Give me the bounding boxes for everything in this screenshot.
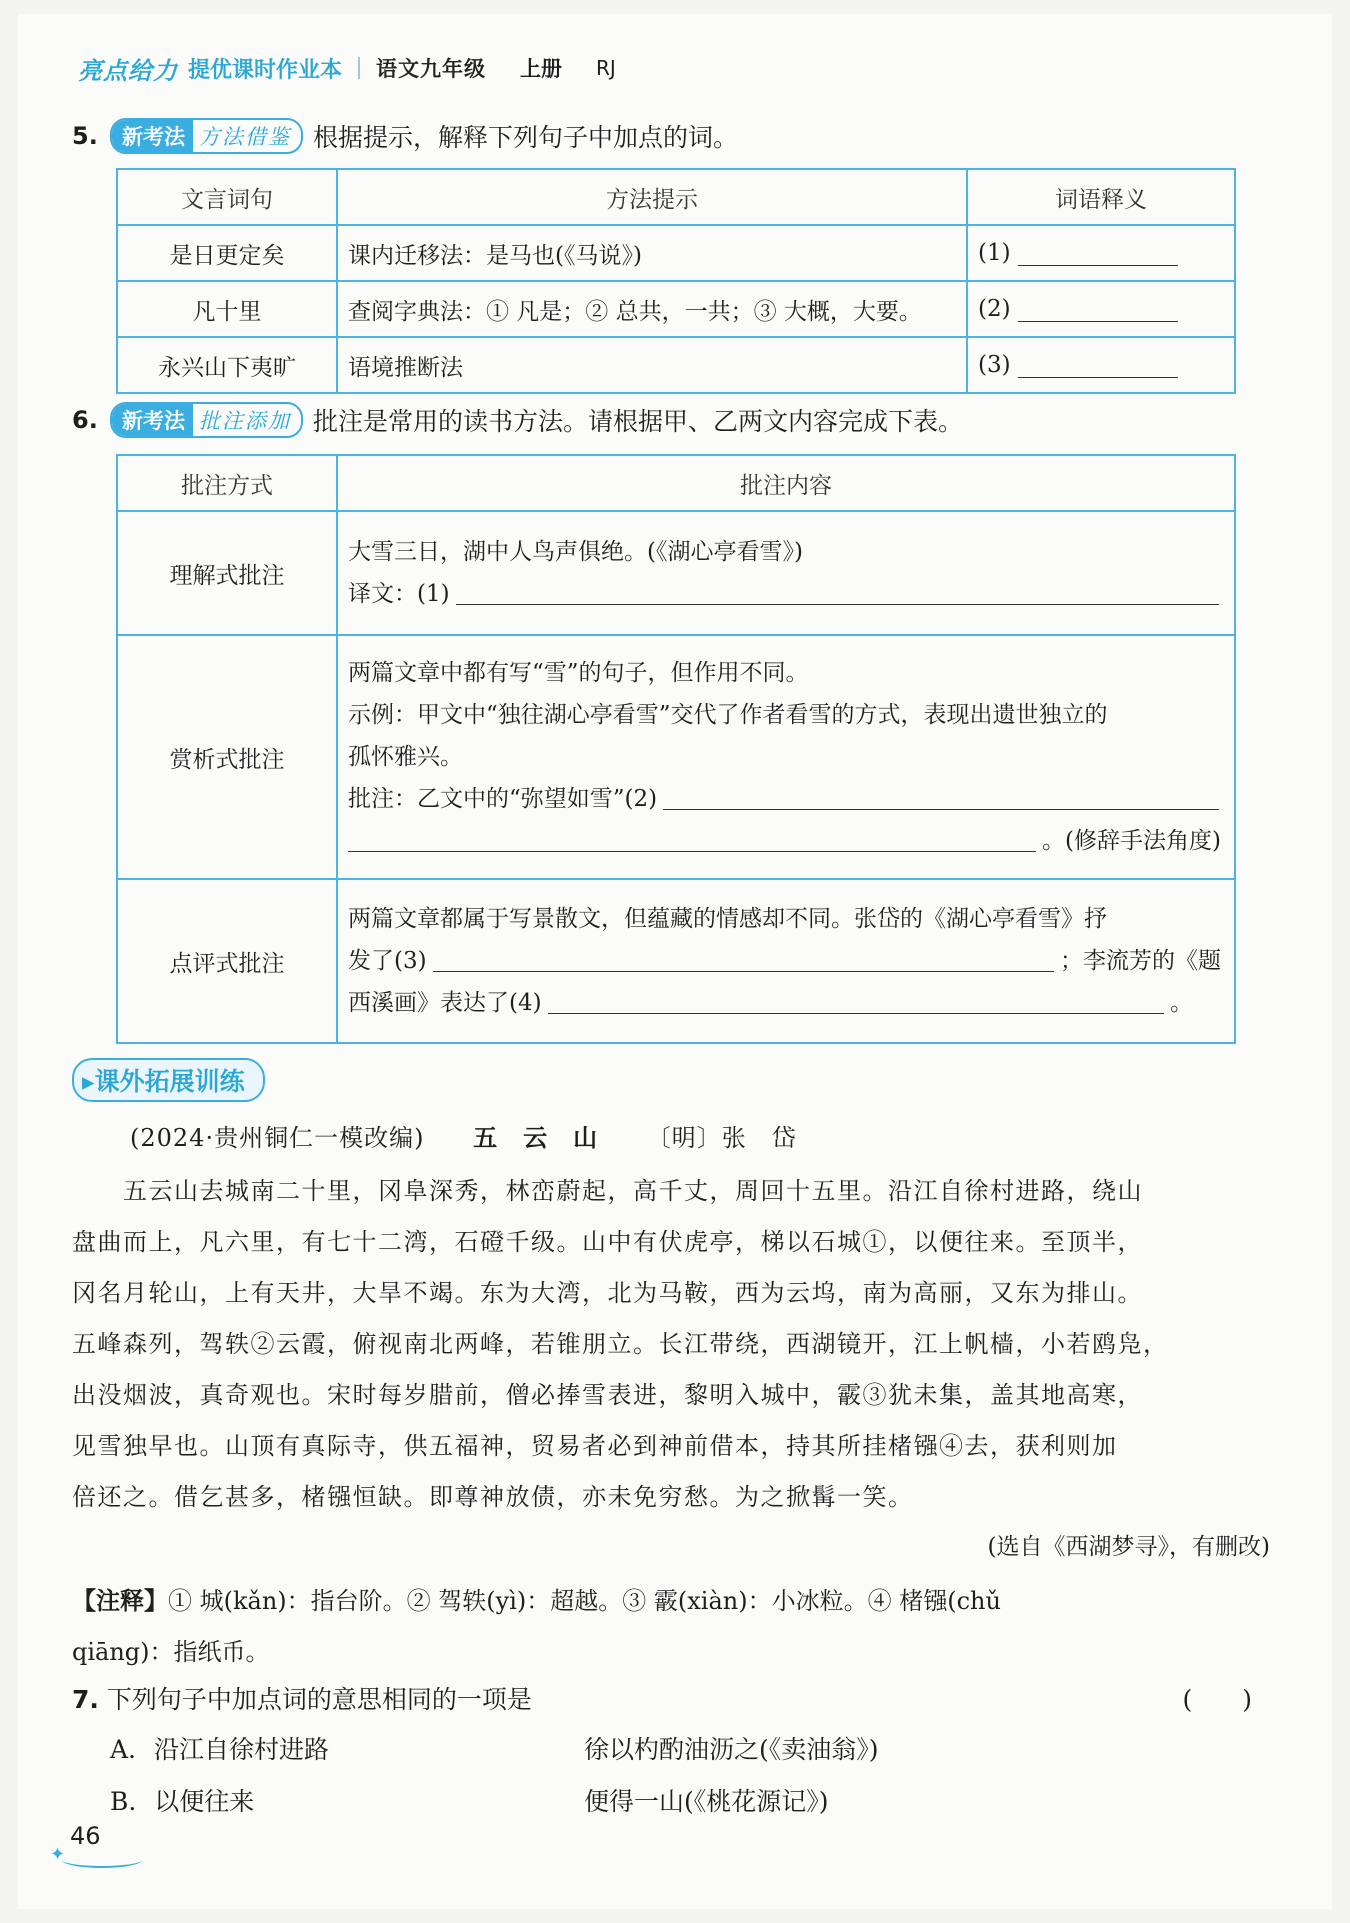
content-line: 两篇文章中都有写“雪”的句子，但作用不同。 (348, 660, 809, 686)
notes-line: ① 城(kǎn)：指台阶。② 驾轶(yì)：超越。③ 霰(xiàn)：小冰粒。④ 楮镪(chǔ (168, 1587, 1001, 1615)
q7-number: 7. (72, 1685, 99, 1714)
page-number: 46 (70, 1822, 101, 1850)
content-line: 孤怀雅兴。 (348, 744, 463, 770)
answer-blank[interactable] (348, 829, 1036, 852)
content-line: ；李流芳的《题 (1060, 948, 1221, 974)
series-title: 提优课时作业本 (188, 57, 343, 83)
q6-number: 6. (72, 406, 98, 434)
table-row (117, 879, 1235, 1043)
page-header (78, 50, 616, 86)
content-line: 示例：甲文中“独往湖心亭看雪”交代了作者看雪的方式，表现出遗世独立的 (348, 702, 1108, 728)
option-left-text: 以便往来 (154, 1787, 255, 1816)
passage-line: 冈名月轮山，上有天井，大旱不竭。东为大湾，北为马鞍，西为云坞，南为高丽，又东为排山。 (72, 1279, 1143, 1307)
answer-blank[interactable] (1018, 355, 1178, 378)
option-left-text: 沿江自徐村进路 (153, 1735, 329, 1764)
q5-instruction: 根据提示，解释下列句子中加点的词。 (313, 123, 739, 152)
q7-option-b-compare: 便得一山(《桃花源记》) (584, 1787, 829, 1816)
q5-hint-1: 课内迁移法：是马也(《马说》) (337, 225, 967, 281)
passage-line: 倍还之。借乞甚多，楮镪恒缺。即尊神放债，亦未免穷愁。为之掀髯一笑。 (72, 1483, 914, 1511)
volume-label: 上册 (520, 57, 563, 81)
notes-line: qiāng)：指纸币。 (72, 1638, 270, 1666)
answer-label: (3) (978, 352, 1011, 378)
q6-type-3: 点评式批注 (117, 879, 337, 1043)
q7-question: 下列句子中加点词的意思相同的一项是 (106, 1685, 532, 1714)
q5-phrase-3: 永兴山下夷旷 (117, 337, 337, 393)
q5-col-hint: 方法提示 (337, 169, 967, 225)
q5-phrase-1: 是日更定矣 (117, 225, 337, 281)
q5-tag-secondary: 方法借鉴 (199, 125, 291, 149)
q6-type-1: 理解式批注 (117, 511, 337, 635)
passage-body (72, 1166, 1252, 1523)
q5-col-phrase: 文言词句 (117, 169, 337, 225)
table-row (117, 635, 1235, 879)
q7-block (72, 1680, 1252, 1720)
sparkle-icon: ✦ (50, 1844, 66, 1865)
passage-line: 盘曲而上，凡六里，有七十二湾，石磴千级。山中有伏虎亭，梯以石城①，以便往来。至顶半， (72, 1228, 1143, 1256)
q7-answer-paren[interactable]: ( ) (1182, 1685, 1252, 1714)
header-divider (358, 57, 360, 79)
notes-label: 【注释】 (72, 1587, 168, 1615)
passage-line: 五云山去城南二十里，冈阜深秀，林峦蔚起，高千丈，周回十五里。沿江自徐村进路，绕山 (72, 1177, 1143, 1205)
answer-label: (1) (978, 240, 1011, 266)
q5-tag-primary: 新考法 (112, 120, 193, 152)
answer-blank[interactable] (456, 582, 1219, 605)
q7-option-a[interactable] (110, 1730, 329, 1766)
passage-title: 五 云 山 (473, 1124, 599, 1152)
content-line: 西溪画》表达了(4) (348, 990, 542, 1016)
q7-option-b[interactable] (110, 1782, 254, 1818)
passage-source: (2024·贵州铜仁一模改编) (130, 1124, 425, 1152)
q6-heading (72, 402, 963, 438)
extension-section-header (72, 1060, 265, 1100)
answer-label: (2) (978, 296, 1011, 322)
content-line: 译文：(1) (348, 581, 450, 607)
answer-blank[interactable] (1018, 243, 1178, 266)
annotations (72, 1576, 1252, 1678)
table-row (117, 337, 1235, 393)
q6-type-2: 赏析式批注 (117, 635, 337, 879)
q7-option-a-compare: 徐以杓酌油沥之(《卖油翁》) (584, 1735, 879, 1764)
table-row (117, 281, 1235, 337)
q6-col-type: 批注方式 (117, 455, 337, 511)
q5-table (116, 168, 1236, 394)
q6-content-3 (337, 879, 1235, 1043)
answer-blank[interactable] (1018, 299, 1178, 322)
section-title: ▸课外拓展训练 (72, 1058, 265, 1102)
content-line: 。(修辞手法角度) (1042, 828, 1221, 854)
option-label: A. (110, 1735, 137, 1764)
edition-label: RJ (596, 56, 616, 80)
subject-grade: 语文九年级 (376, 57, 487, 81)
content-line: 批注：乙文中的“弥望如雪”(2) (348, 786, 658, 812)
q5-answer-3[interactable] (967, 337, 1235, 393)
q5-answer-2[interactable] (967, 281, 1235, 337)
q6-tag-primary: 新考法 (112, 404, 193, 436)
passage-line: 五峰森列，驾轶②云霞，俯视南北两峰，若锥朋立。长江带绕，西湖镜开，江上帆樯，小若鸥凫， (72, 1330, 1169, 1358)
q6-content-1 (337, 511, 1235, 635)
answer-blank[interactable] (433, 949, 1054, 972)
option-label: B. (110, 1787, 137, 1816)
swoosh-decoration (62, 1852, 142, 1868)
q6-col-content: 批注内容 (337, 455, 1235, 511)
q5-number: 5. (72, 122, 98, 150)
q5-hint-3: 语境推断法 (337, 337, 967, 393)
q6-table (116, 454, 1236, 1044)
q5-answer-1[interactable] (967, 225, 1235, 281)
q6-content-2 (337, 635, 1235, 879)
passage-citation: (选自《西湖梦寻》，有删改) (987, 1534, 1270, 1560)
q5-phrase-2: 凡十里 (117, 281, 337, 337)
passage-heading (130, 1118, 797, 1153)
answer-blank[interactable] (548, 991, 1164, 1014)
brand-logo: 亮点给力 (78, 56, 178, 85)
table-row (117, 511, 1235, 635)
q6-instruction: 批注是常用的读书方法。请根据甲、乙两文内容完成下表。 (313, 407, 964, 436)
passage-author: 〔明〕张 岱 (646, 1124, 797, 1152)
passage-line: 出没烟波，真奇观也。宋时每岁腊前，僧必捧雪表进，黎明入城中，霰③犹未集，盖其地高寒， (72, 1381, 1143, 1409)
q5-hint-2: 查阅字典法：① 凡是；② 总共，一共；③ 大概，大要。 (337, 281, 967, 337)
content-line: 。 (1170, 990, 1193, 1016)
table-row (117, 225, 1235, 281)
passage-line: 见雪独早也。山顶有真际寺，供五福神，贸易者必到神前借本，持其所挂楮镪④去，获利则加 (72, 1432, 1118, 1460)
content-line: 发了(3) (348, 948, 427, 974)
q5-tag (110, 118, 303, 154)
q5-heading (72, 118, 738, 154)
answer-blank[interactable] (663, 787, 1219, 810)
q5-col-answer: 词语释义 (967, 169, 1235, 225)
q6-tag (110, 402, 303, 438)
content-line: 大雪三日，湖中人鸟声俱绝。(《湖心亭看雪》) (348, 539, 803, 565)
q6-tag-secondary: 批注添加 (199, 409, 291, 433)
content-line: 两篇文章都属于写景散文，但蕴藏的情感却不同。张岱的《湖心亭看雪》抒 (348, 906, 1107, 932)
